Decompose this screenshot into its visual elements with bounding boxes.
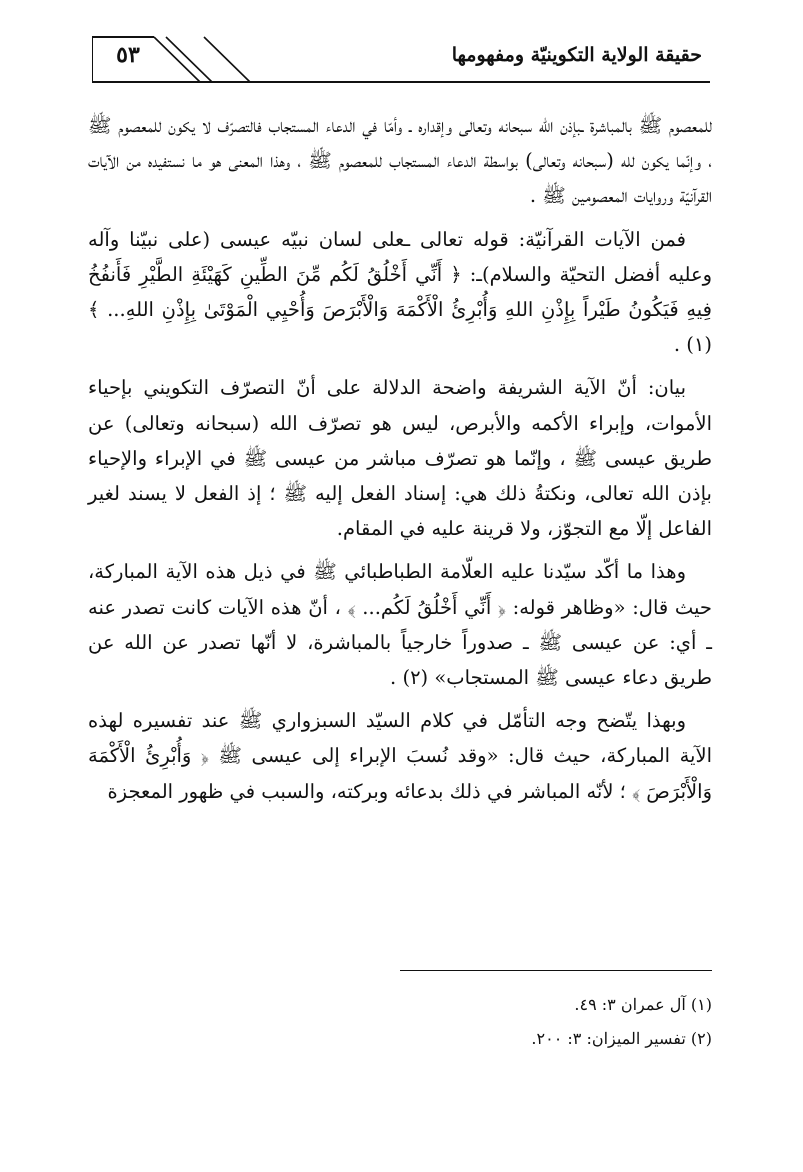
footnotes (88, 988, 712, 1056)
footnote-1: (١) آل عمران ٣: ٤٩. (574, 995, 712, 1014)
paragraph-sabzawari: وبهذا يتّضح وجه التأمّل في كلام السيّد السبزواري ﷺ عند تفسيره لهذه الآية المباركة، حيث قال: «وقد نُسبَ الإبراء إلى عيسى ﷺ ﴿ وَأُبْرِئُ الْأَكْمَهَ وَالْأَبْرَصَ ﴾ ؛ لأنّه المباشر في ذلك بدعائه وبركته، والسبب في ظهور المعجزة (88, 709, 712, 803)
running-title: حقيقة الولاية التكوينيّة ومفهومها (451, 44, 702, 66)
paragraph-quranic-verses: فمن الآيات القرآنيّة: قوله تعالى ـعلى لسان نبيّه عيسى (على نبيّنا وآله وعليه أفضل التحيّة والسلام)ـ: ﴿ أَنِّي أَخْلُقُ لَكُم مِّنَ الطِّينِ كَهَيْئَةِ الطَّيْرِ فَأَنفُخُ فِيهِ فَيَكُونُ طَيْراً بِإِذْنِ اللهِ وَأُبْرِئُ الْأَكْمَهَ وَالْأَبْرَصَ وَأُحْيِي الْمَوْتَىٰ بِإِذْنِ اللهِ... ﴾ (١) . (88, 227, 712, 357)
running-header (92, 36, 710, 84)
paragraph-explanation: بيان: أنّ الآية الشريفة واضحة الدلالة على أنّ التصرّف التكويني بإحياء الأموات، وإبراء الأكمه والأبرص، ليس هو تصرّف الله (سبحانه وتعالى) عن طريق عيسى ﷺ ، وإنّما هو تصرّف مباشر من عيسى ﷺ في الإبراء والإحياء بإذن الله تعالى، ونكتةُ ذلك هي: إسناد الفعل إليه ﷺ ؛ إذ الفعل لا يسند لغير الفاعل إلّا مع التجوّز، ولا قرينة عليه في المقام. (88, 376, 712, 541)
page-number: ٥٣ (116, 42, 140, 68)
footnote-2: (٢) تفسير الميزان: ٣: ٢٠٠. (531, 1029, 712, 1048)
paragraph-tabatabai-quote: وهذا ما أكّد سيّدنا عليه العلّامة الطباطبائي ﷺ في ذيل هذه الآية المباركة، حيث قال: «وظاهر قوله: ﴿ أَنِّي أَخْلُقُ لَكُم... ﴾ ، أنّ هذه الآيات كانت تصدر عنه ـ أي: عن عيسى ﷺ ـ صدوراً خارجياً بالمباشرة، لا أنّها تصدر عن الله عن طريق دعاء عيسى ﷺ المستجاب» (٢) . (88, 560, 712, 690)
paragraph-continuation: للمعصوم ﷺ بالمباشرة ـبإذن الله سبحانه وتعالى وإقداره ـ وأمّا في الدعاء المستجاب فالتصرّف لا يكون للمعصوم ﷺ ، وإنّما يكون لله (سبحانه وتعالى) بواسطة الدعاء المستجاب للمعصوم ﷺ ، وهذا المعنى هو ما نستفيده من الآيات القرآنيّة وروايات المعصومين ﷺ . (88, 114, 712, 208)
main-text (88, 108, 712, 817)
footnote-separator (400, 970, 712, 971)
